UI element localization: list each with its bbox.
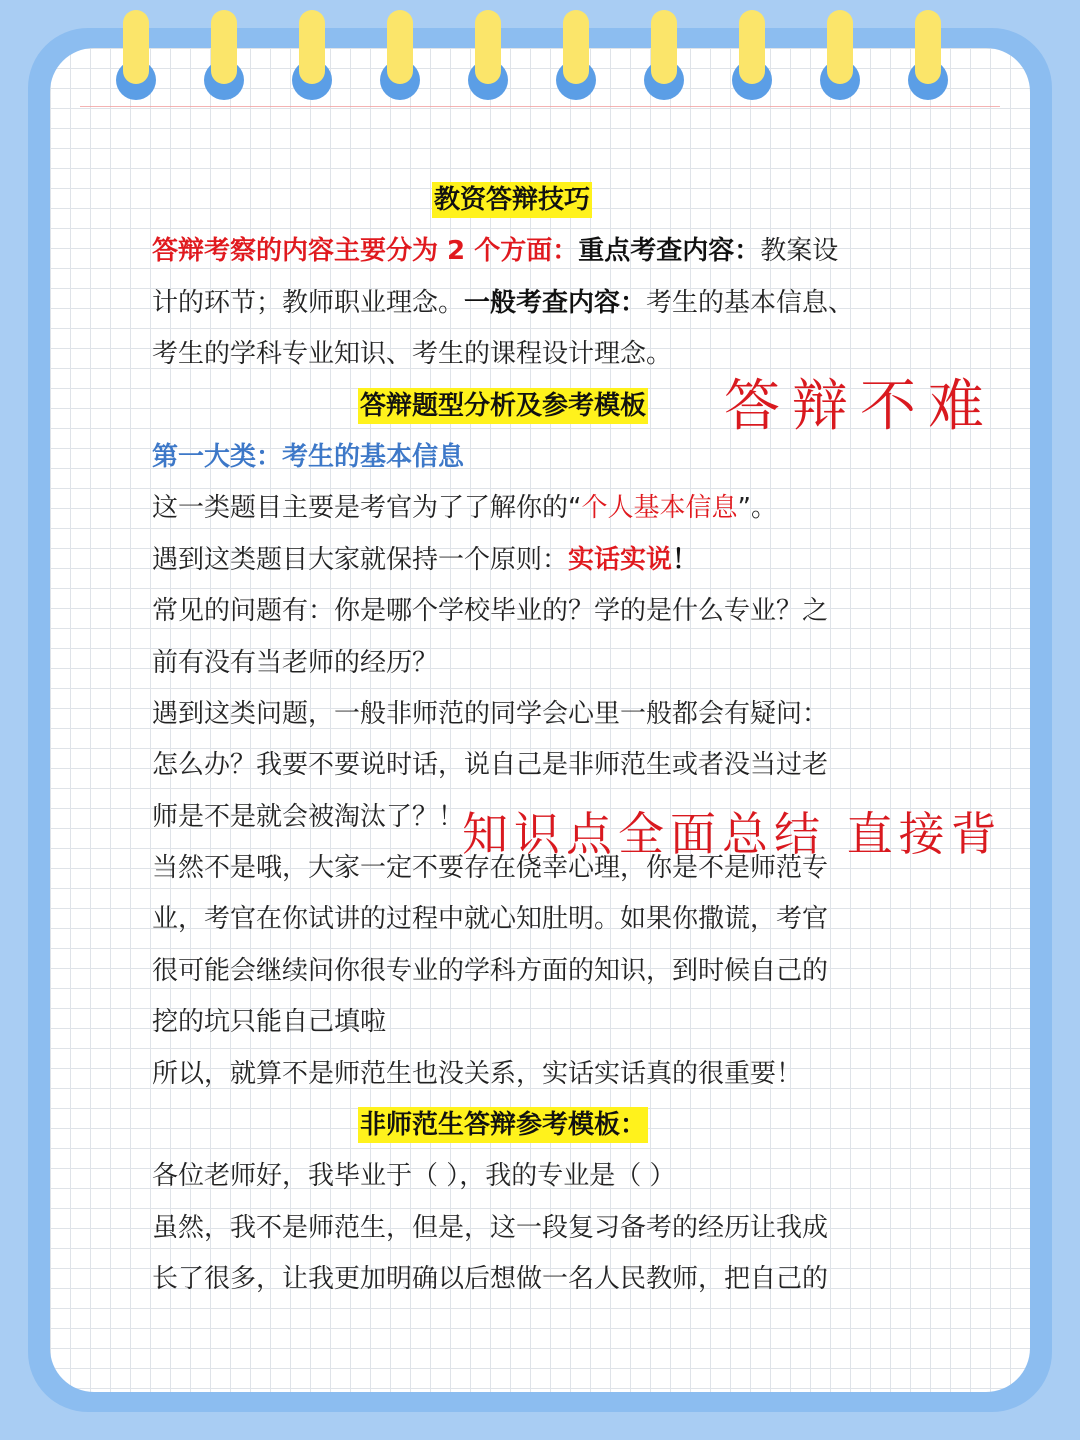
intro-bold-text: 一般考查内容：: [464, 287, 647, 318]
template-title: 非师范生答辩参考模板：: [358, 1107, 648, 1143]
body-line-3: 常见的问题有：你是哪个学校毕业的？学的是什么专业？之: [152, 596, 829, 627]
highlight-text: 个人基本信息: [581, 493, 738, 524]
intro-text: 计的环节；教师职业理念。: [152, 287, 465, 318]
body-text: ！: [672, 544, 699, 575]
binder-ring: [204, 10, 244, 96]
intro-line-1: [152, 226, 872, 277]
binder-ring: [908, 10, 948, 96]
intro-bold-text: 重点考查内容：: [578, 236, 761, 267]
body-line-1: [152, 483, 872, 534]
template-line-3: 长了很多，让我更加明确以后想做一名人民教师，把自己的: [152, 1264, 829, 1295]
category-heading: 第一大类：考生的基本信息: [152, 441, 465, 472]
body-line-10: 很可能会继续问你很专业的学科方面的知识，到时候自己的: [152, 955, 829, 986]
binder-ring: [820, 10, 860, 96]
binder-ring: [292, 10, 332, 96]
section-subtitle: 答辩题型分析及参考模板: [358, 388, 648, 424]
body-line-12: 所以，就算不是师范生也没关系，实话实话真的很重要！: [152, 1058, 803, 1089]
page-title: 教资答辩技巧: [432, 182, 592, 218]
binder-ring: [380, 10, 420, 96]
body-line-7: 师是不是就会被淘汰了？！: [152, 801, 465, 832]
binder-ring: [556, 10, 596, 96]
template-title-line: [152, 1100, 872, 1151]
template-line-1: 各位老师好，我毕业于（ ），我的专业是（ ）: [152, 1161, 676, 1192]
intro-line-2: [152, 278, 872, 329]
handwritten-note: 答辩不难: [724, 374, 996, 439]
body-text: 遇到这类题目大家就保持一个原则：: [152, 544, 569, 575]
intro-red-text: 答辩考察的内容主要分为 2 个方面：: [152, 236, 579, 267]
highlight-text: 实话实说: [568, 544, 673, 575]
intro-line-3: 考生的学科专业知识、考生的课程设计理念。: [152, 339, 673, 370]
body-text: 这一类题目主要是考官为了了解你的“: [152, 493, 582, 524]
body-line-8: 当然不是哦，大家一定不要存在侥幸心理，你是不是师范专: [152, 853, 829, 884]
binder-ring: [468, 10, 508, 96]
binder-ring: [732, 10, 772, 96]
body-text: ”。: [737, 493, 777, 524]
margin-line: [80, 106, 1000, 107]
note-content: [152, 175, 872, 1306]
intro-text: 考生的基本信息、: [646, 287, 855, 318]
binder-ring: [644, 10, 684, 96]
body-line-4: 前有没有当老师的经历？: [152, 647, 439, 678]
body-line-11: 挖的坑只能自己填啦: [152, 1007, 387, 1038]
body-line-6: 怎么办？我要不要说时话，说自己是非师范生或者没当过老: [152, 750, 829, 781]
body-line-2: [152, 535, 872, 586]
template-line-2: 虽然，我不是师范生，但是，这一段复习备考的经历让我成: [152, 1212, 829, 1243]
binder-ring: [116, 10, 156, 96]
title-line: [152, 175, 872, 226]
body-line-9: 业，考官在你试讲的过程中就心知肚明。如果你撒谎，考官: [152, 904, 829, 935]
handwritten-note: 知识点全面总结 直接背: [462, 807, 1003, 861]
intro-text: 教案设: [760, 236, 839, 267]
body-line-5: 遇到这类问题，一般非师范的同学会心里一般都会有疑问：: [152, 698, 829, 729]
